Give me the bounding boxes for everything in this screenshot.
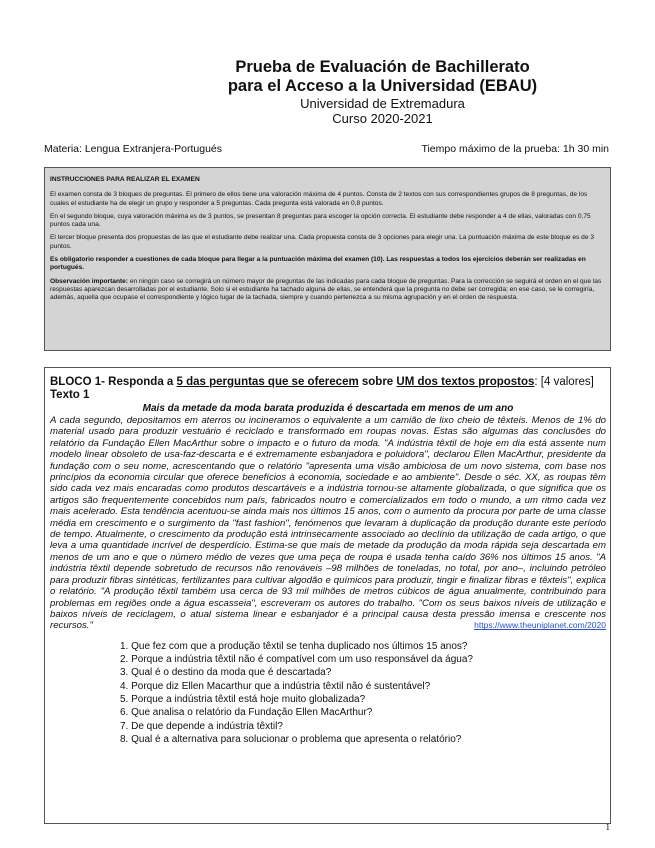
heading-prefix: BLOCO 1- Responda a [50, 376, 177, 388]
article-title: Mais da metade da moda barata produzida é descartada em menos de um ano [142, 403, 514, 414]
text-label: Texto 1 [50, 389, 90, 401]
course-year: Curso 2020-2021 [332, 111, 433, 126]
note-label: Observación importante: [50, 277, 129, 285]
question-item: 5. Porque a indústria têxtil está hoje muito globalizada? [120, 693, 366, 705]
instructions-box [44, 167, 611, 351]
question-item: 4. Porque diz Ellen Macarthur que a indústria têxtil não é sustentável? [120, 680, 431, 692]
page-number: 1 [605, 822, 610, 832]
instructions-paragraph-3: El tercer bloque presenta dos propuestas de las que el estudiante debe realizar una. Cada propuesta consta de 3 opciones para elegir una. La puntuación máxima de este bloque es de 3 puntos. [50, 234, 594, 250]
exam-title-line2: para el Acceso a la Universidad (EBAU) [227, 77, 538, 95]
instructions-note [50, 278, 606, 303]
article-source-link[interactable]: https://www.theuniplanet.com/2020 [474, 620, 606, 631]
question-item: 3. Qual é o destino da moda que é descartada? [120, 667, 332, 679]
block-heading [50, 376, 606, 389]
exam-title-line1: Prueba de Evaluación de Bachillerato [235, 58, 530, 76]
question-item: 7. De que depende a indústria têxtil? [120, 720, 283, 732]
heading-underline-2: UM dos textos propostos [396, 376, 535, 388]
instructions-paragraph-2: En el segundo bloque, cuya valoración máxima es de 3 puntos, se presentan 8 preguntas para escoger la opción correcta. El estudiante debe responder a 4 de ellas, valoradas con 0,75 puntos cada una. [50, 212, 591, 229]
note-text: en ningún caso se corregirá un número mayor de preguntas de las indicadas para cada bloque de preguntas. Para la corrección se seguirá el orden en el que las respuestas aparezcan desarrolladas por el estudiante. Solo si el estudiante ha tachado alguna de ellas, se entenderá que la pregunta no debe ser corregida; en ese caso, se le corregiría, además, aquella que ocupase el correspondiente y lógico lugar de la tachada, siempre y cuando pertenezca a su misma agrupación y en el orden de respuesta. [50, 277, 602, 302]
instructions-paragraph-1: El examen consta de 3 bloques de preguntas. El primero de ellos tiene una valoración máxima de 4 puntos. Consta de 2 textos con sus correspondientes grupos de 8 preguntas, de los cuales el estudiante ha de elegir un grupo y responder a 5 preguntas. Cada pregunta está valorada en 0,8 puntos. [50, 191, 588, 207]
instructions-title: INSTRUCCIONES PARA REALIZAR EL EXAMEN [50, 176, 200, 183]
question-list [120, 640, 606, 746]
question-item: 1. Que fez com que a produção têxtil se tenha duplicado nos últimos 15 anos? [120, 640, 468, 652]
exam-meta [44, 143, 609, 155]
question-item: 2. Porque a indústria têxtil não é compatível com um uso responsável da água? [120, 654, 473, 666]
block-1-box [44, 367, 611, 824]
question-item: 8. Qual é a alternativa para solucionar o problema que apresenta o relatório? [120, 733, 462, 745]
heading-suffix: : [4 valores] [534, 376, 594, 388]
university-name: Universidad de Extremadura [300, 96, 465, 111]
article-body [50, 415, 606, 632]
heading-underline-1: 5 das perguntas que se oferecem [176, 376, 359, 388]
instructions-warning: Es obligatorio responder a cuestiones de cada bloque para llegar a la puntuación máxima del examen (10). Las respuestas a todos los ejercicios deberán ser realizadas en portugués. [50, 256, 586, 272]
document-header [0, 58, 655, 126]
time-limit: Tiempo máximo de la prueba: 1h 30 min [421, 143, 609, 155]
question-item: 6. Que analisa o relatório da Fundação Ellen MacArthur? [120, 707, 373, 719]
heading-mid: sobre [358, 376, 397, 388]
subject-label: Materia: Lengua Extranjera-Portugués [44, 143, 223, 155]
article-text: A cada segundo, depositamos em aterros ou incineramos o equivalente a um camião de lixo cheio de têxteis. Menos de 1% do material usado para produzir vestuário é reciclado e transformado em roupas novas. Estas são algumas das conclusões do relatório da Fundação Ellen MacArthur sobre o impacto e o futuro da moda. "A indústria têxtil de hoje em dia está assente num modelo linear obsoleto de usa-faz-descarta e é extremamente esbanjadora e poluidora", declarou Ellen MacArthur, presidente da fundação com o seu nome, acrescentando que o relatório "apresenta uma visão ambiciosa de um novo sistema, com base nos princípios da economia circular que oferece benefícios à economia, sociedade e ao ambiente". Desde o séc. XX, as roupas têm sido cada vez mais encaradas como produtos descartáveis e a indústria tornou-se altamente globalizada, o que significa que os artigos são frequentemente concebidos num país, fabricados noutro e comercializados em todo o mundo, a um ritmo cada vez mais acelerado. Esta tendência acentuou-se ainda mais nos últimos 15 anos, com o aumento da procura por parte de uma classe média em crescimento e o surgimento da "fast fashion", fenómenos que levaram à duplicação da produção durante este período de tempo. Atualmente, o crescimento da produção está intrinsecamente associado ao declínio da utilização de cada artigo, o que leva a uma quantidade incrível de desperdício. Estima-se que mais de metade da produção da moda rápida seja descartada em menos de um ano e que o número médio de vezes que uma peça de roupa é usada tenha caído 36% nos últimos 15 anos. "A indústria têxtil depende sobretudo de recursos não renováveis –98 milhões de toneladas, no total, por ano–, incluindo petróleo para produzir fibras sintéticas, fertilizantes para cultivar algodão e químicos para produzir, tingir e finalizar fibras e têxteis", explica o relatório. "A produção têxtil também usa cerca de 93 mil milhões de metros cúbicos de água anualmente, contribuindo para problemas em regiões onde a água escasseia", escreveram os autores do trabalho. "Com os seus baixos níveis de utilização e baixos níveis de reciclagem, o atual sistema linear e esbanjador é a principal causa desta pressão imensa e crescente nos recursos." [50, 415, 606, 632]
